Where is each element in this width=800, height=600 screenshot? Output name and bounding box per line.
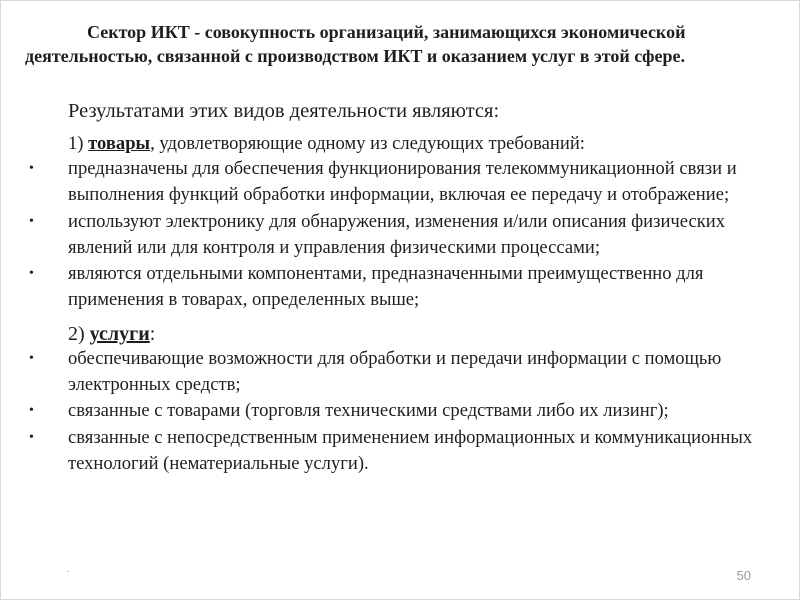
bullet-icon: • [29,161,34,176]
services-item-text: связанные с непосредственным применением информационных и коммуникационных технологий (нематериальные услуги). [68,426,753,474]
goods-number: 1) [68,133,84,154]
bullet-icon: • [29,213,34,229]
page-number: 50 [736,568,751,583]
services-term: услуги [89,322,150,345]
goods-heading [25,124,785,156]
goods-term: товары [88,133,151,154]
intro-paragraph: Сектор ИКТ - совокупность организаций, занимающихся экономической деятельностью, связанной с производством ИКТ и оказанием услуг в этой сфере. [25,22,686,66]
stray-mark: . [67,564,70,575]
services-item-3 [25,425,785,478]
services-heading [25,314,785,346]
goods-item-text: используют электронику для обнаружения, изменения и/или описания физических явлений или для контроля и управления физическими процессами; [68,210,725,258]
services-item-1 [25,346,785,399]
goods-item-text: предназначены для обеспечения функционирования телекоммуникационной связи и выполнения функций обработки информации, включая ее передачу и отображение; [68,158,737,206]
services-heading-rest: : [149,322,156,345]
slide-content [25,99,785,477]
goods-item-2 [25,209,785,262]
services-number: 2) [68,322,85,345]
goods-item-1 [25,156,785,209]
services-item-2 [25,398,785,424]
services-item-text: обеспечивающие возможности для обработки и передачи информации с помощью электронных средств; [68,347,722,396]
bullet-icon: • [29,266,34,282]
services-item-text: связанные с товарами (торговля техническими средствами либо их лизинг); [68,400,669,422]
bullet-icon: • [29,350,34,366]
bullet-icon: • [29,429,34,445]
goods-heading-rest: , удовлетворяющие одному из следующих требований: [150,133,585,154]
bullet-icon: • [29,403,34,419]
goods-item-text: являются отдельными компонентами, предназначенными преимущественно для применения в товарах, определенных выше; [68,263,704,311]
results-heading: Результатами этих видов деятельности являются: [68,100,500,122]
goods-item-3 [25,261,785,314]
